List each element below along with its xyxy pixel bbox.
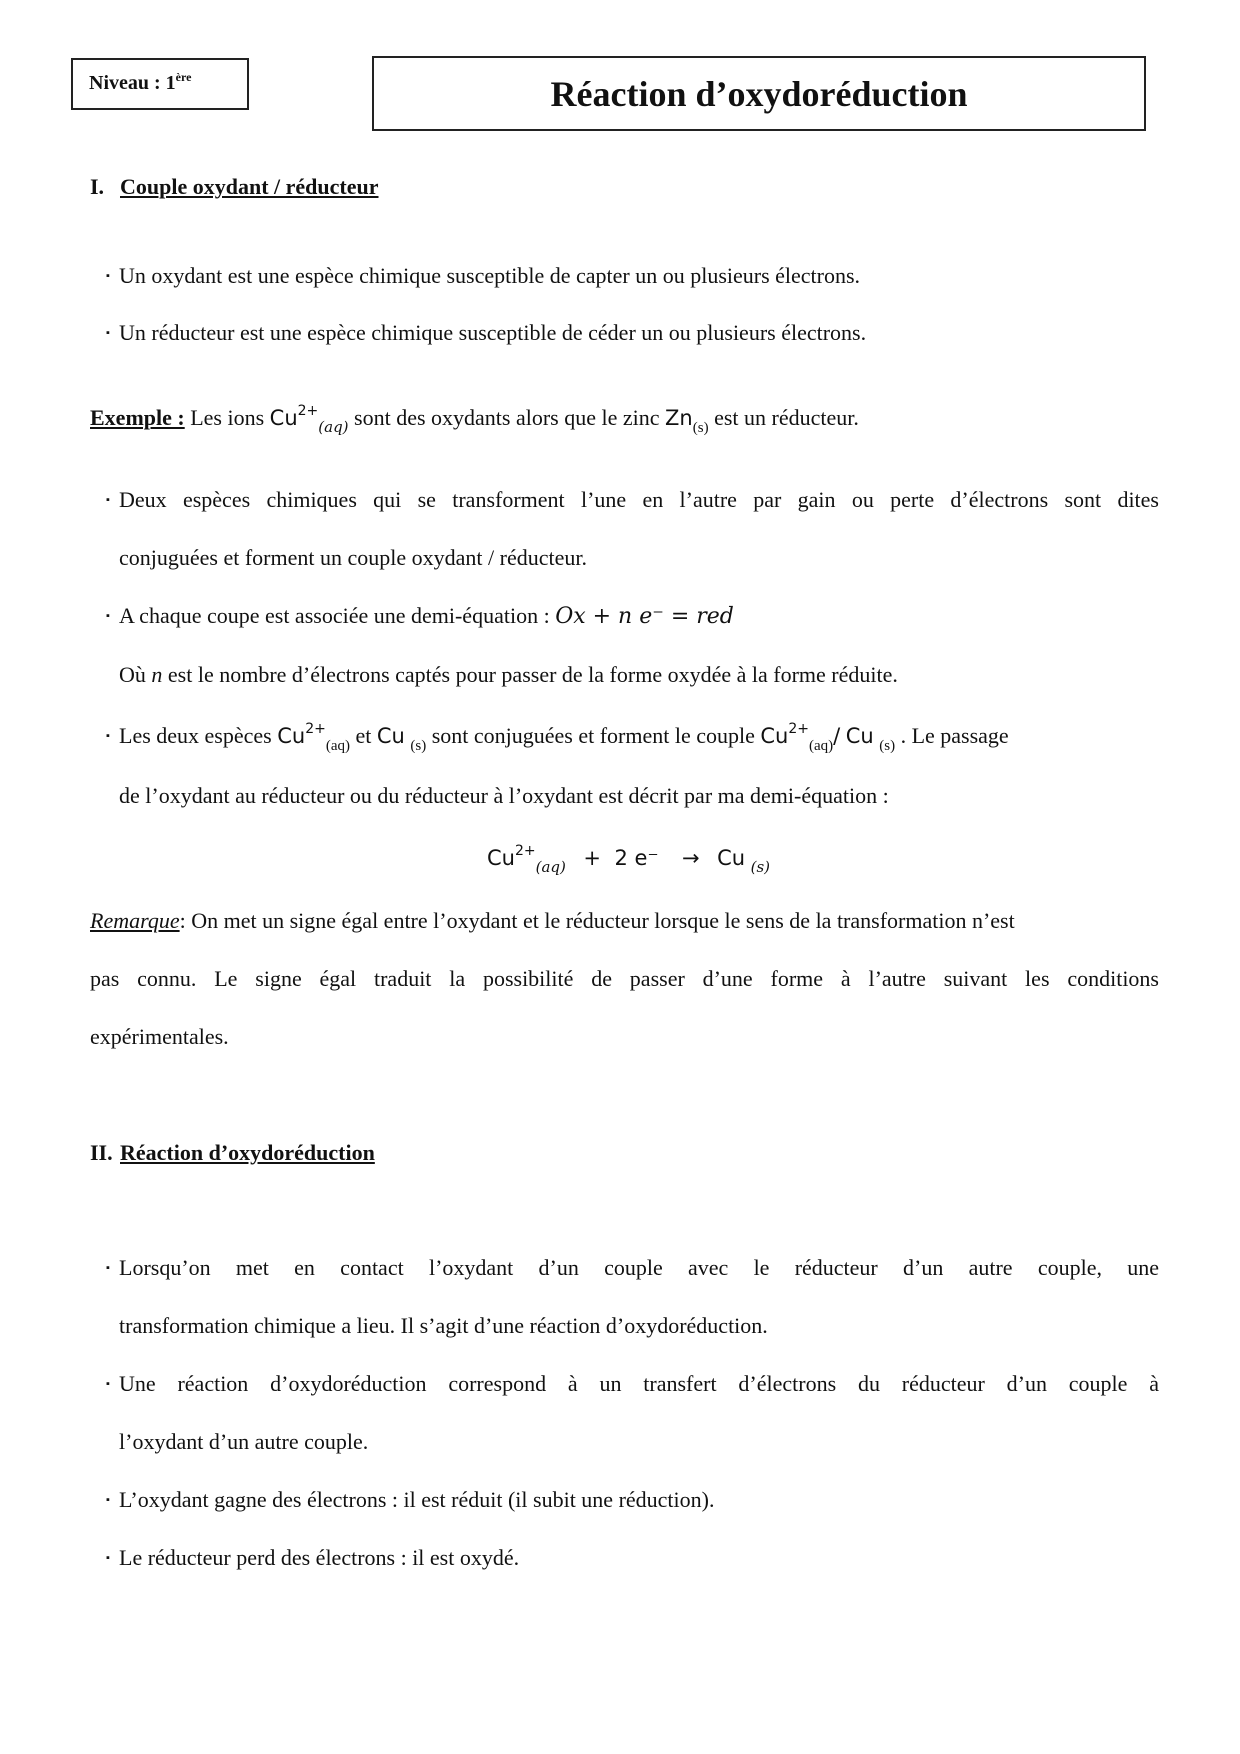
couple-text-2: et — [355, 723, 372, 748]
bullet-icon: ▪ — [106, 1262, 110, 1274]
page-title: Réaction d’oxydoréduction — [372, 56, 1146, 131]
where-n: n — [151, 662, 163, 687]
formula-s: (s) — [879, 738, 896, 754]
formula-cu: Cu — [376, 724, 405, 748]
section-2-number: II. — [90, 1140, 113, 1165]
example-text-1: Les ions — [190, 405, 265, 430]
formula-aq: (aq) — [318, 418, 349, 436]
example-line — [90, 403, 859, 437]
formula-cu: Cu — [845, 724, 874, 748]
s2-bullet-contact-line1: Lorsqu’on met en contact l’oxydant d’un couple avec le réducteur d’un autre couple, une — [119, 1255, 1159, 1280]
where-text-1: Où — [119, 662, 146, 687]
remark-text-1: : On met un signe égal entre l’oxydant et le réducteur lorsque le sens de la transformation n’est — [179, 908, 1015, 933]
formula-cu: Cu — [277, 724, 306, 748]
formula-s: (s) — [410, 738, 427, 754]
half-equation-text: A chaque coupe est associée une demi-équation : — [119, 603, 550, 628]
section-1-number: I. — [90, 174, 105, 199]
s2-bullet-transfer-line1: Une réaction d’oxydoréduction correspond à un transfert d’électrons du réducteur d’un couple à — [119, 1371, 1159, 1396]
formula-aq: (aq) — [809, 738, 834, 754]
section-2-heading — [90, 1140, 375, 1166]
formula-cu: Cu — [269, 406, 298, 430]
where-n-line — [119, 662, 898, 688]
formula-cu: Cu — [760, 724, 789, 748]
s2-bullet-transfer-line2: l’oxydant d’un autre couple. — [119, 1429, 369, 1454]
couple-text-4: . Le passage — [900, 723, 1009, 748]
section-1-heading — [90, 174, 379, 200]
bullet-icon: ▪ — [106, 1552, 110, 1564]
level-superscript: ère — [175, 70, 192, 84]
formula-charge: 2+ — [788, 721, 810, 737]
example-text-2: sont des oxydants alors que le zinc — [354, 405, 660, 430]
formula-aq: (aq) — [325, 738, 350, 754]
formula-cu: Cu — [717, 846, 746, 870]
remark-line2: pas connu. Le signe égal traduit la possibilité de passer d’une forme à l’autre suivant les conditions — [90, 966, 1159, 991]
bullet-icon: ▪ — [106, 327, 110, 339]
section-2-title: Réaction d’oxydoréduction — [120, 1140, 375, 1165]
bullet-icon: ▪ — [106, 730, 110, 742]
formula-slash: / — [833, 724, 841, 748]
bullet-icon: ▪ — [106, 270, 110, 282]
level-label: Niveau : 1 — [89, 72, 176, 94]
formula-zn: Zn — [665, 406, 693, 430]
bullet-icon: ▪ — [106, 610, 110, 622]
equation-arrow: → — [682, 846, 700, 870]
couple-text-3: sont conjuguées et forment le couple — [431, 723, 755, 748]
couple-text-1: Les deux espèces — [119, 723, 272, 748]
example-text-3: est un réducteur. — [714, 405, 859, 430]
s1-bullet-couple-line1 — [119, 721, 1009, 755]
level-box — [71, 58, 249, 110]
formula-charge: 2+ — [514, 843, 536, 859]
equation-plus: + — [583, 846, 601, 870]
bullet-icon: ▪ — [106, 1378, 110, 1390]
s2-bullet-oxidant-gains: L’oxydant gagne des électrons : il est réduit (il subit une réduction). — [119, 1487, 715, 1512]
s1-bullet-reducer: Un réducteur est une espèce chimique susceptible de céder un ou plusieurs électrons. — [119, 320, 867, 345]
s2-bullet-reducer-loses: Le réducteur perd des électrons : il est oxydé. — [119, 1545, 520, 1570]
s1-bullet-couple-line2: de l’oxydant au réducteur ou du réducteur à l’oxydant est décrit par ma demi-équation : — [119, 783, 889, 808]
half-equation-cu — [487, 843, 770, 876]
remark-line3: expérimentales. — [90, 1024, 229, 1049]
s2-bullet-contact-line2: transformation chimique a lieu. Il s’agit d’une réaction d’oxydoréduction. — [119, 1313, 768, 1338]
formula-aq: (aq) — [535, 858, 566, 876]
remark-line1 — [90, 908, 1159, 934]
where-text-2: est le nombre d’électrons captés pour passer de la forme oxydée à la forme réduite. — [167, 662, 898, 687]
s1-bullet-conjugate-line1: Deux espèces chimiques qui se transforment l’une en l’autre par gain ou perte d’électrons sont dites — [119, 487, 1159, 512]
s1-bullet-half-equation — [119, 603, 734, 629]
example-label: Exemple : — [90, 405, 185, 430]
bullet-icon: ▪ — [106, 1494, 110, 1506]
s1-bullet-oxidant: Un oxydant est une espèce chimique susceptible de capter un ou plusieurs électrons. — [119, 263, 861, 288]
formula-s: (s) — [692, 420, 709, 436]
bullet-icon: ▪ — [106, 494, 110, 506]
formula-charge: 2+ — [297, 403, 319, 419]
half-equation-formula: Ox + n e⁻ = red — [555, 604, 734, 629]
equation-electrons: 2 e⁻ — [614, 846, 659, 870]
section-1-title: Couple oxydant / réducteur — [120, 174, 379, 199]
s1-bullet-conjugate-line2: conjuguées et forment un couple oxydant / réducteur. — [119, 545, 587, 570]
remark-label: Remarque — [90, 908, 180, 933]
formula-s: (s) — [750, 858, 771, 876]
formula-cu: Cu — [487, 846, 515, 870]
formula-charge: 2+ — [305, 721, 326, 737]
